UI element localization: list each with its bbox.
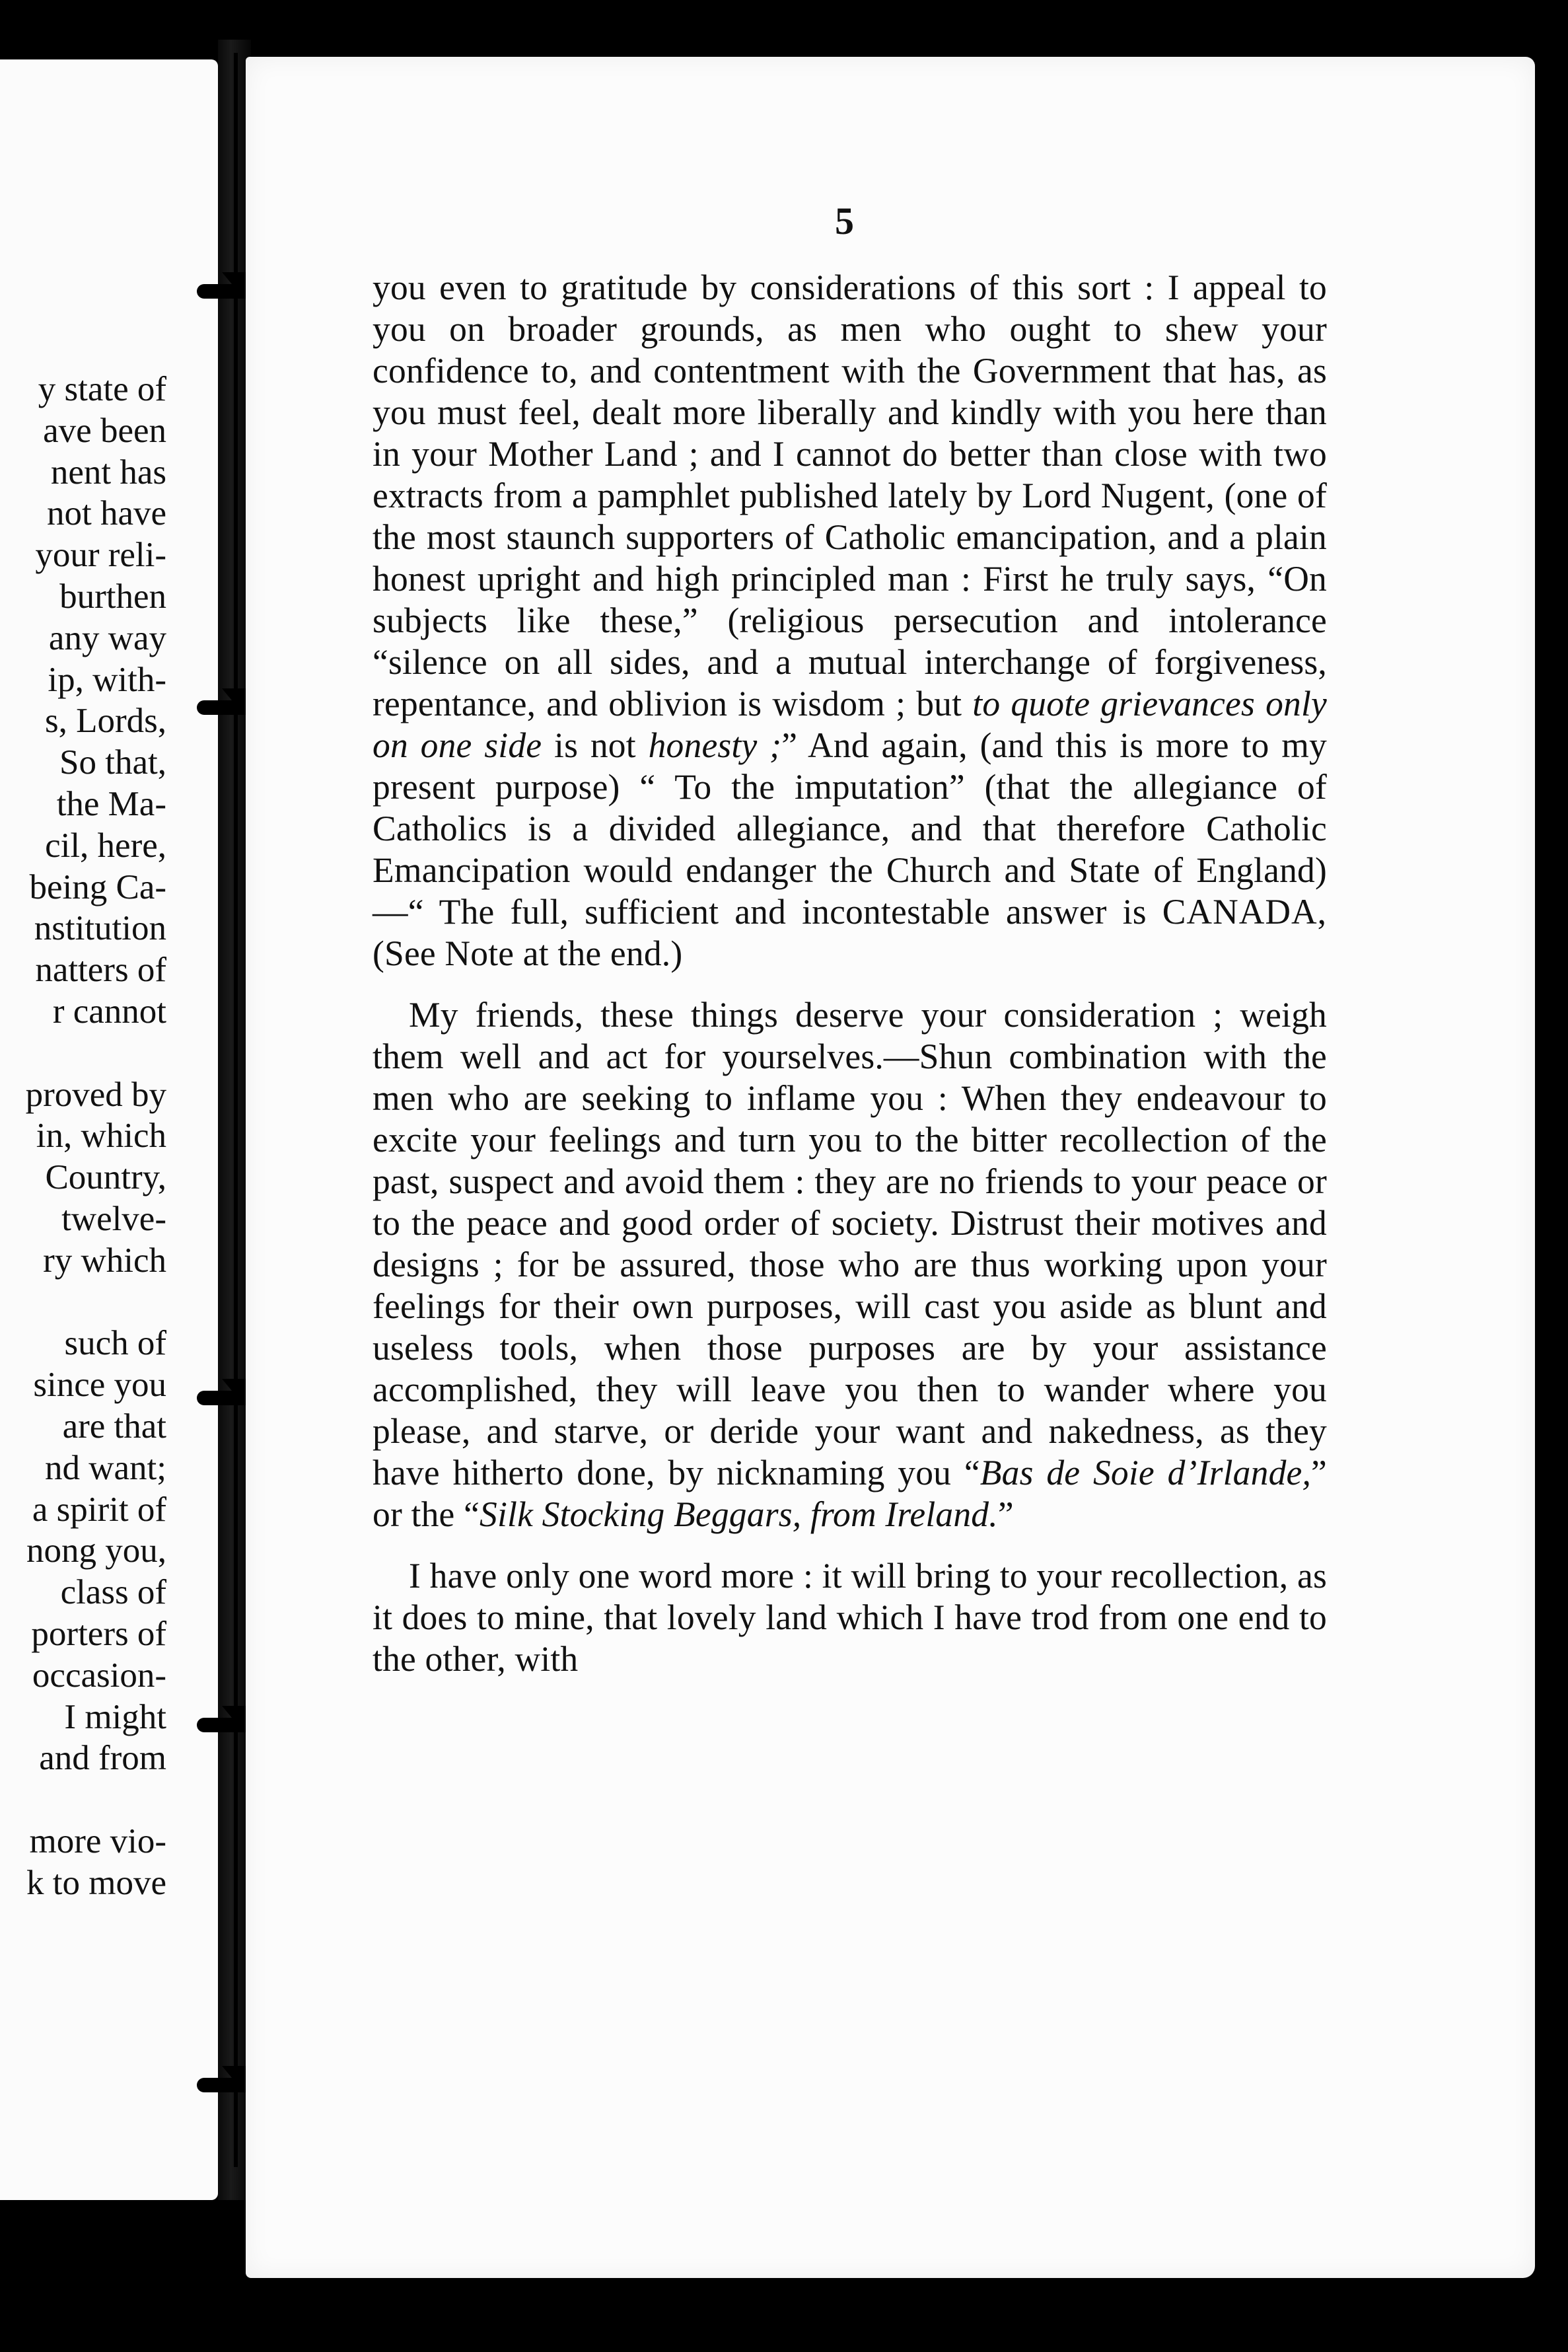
facing-page-line: ave been	[43, 411, 166, 450]
paragraph-text: (See Note at the end.)	[373, 934, 683, 973]
emphasis-caps: CANADA,	[1162, 892, 1327, 932]
facing-page-line: ry which	[43, 1241, 166, 1280]
facing-page-line: the Ma-	[56, 785, 166, 823]
facing-page-line: y state of	[38, 370, 166, 408]
facing-page-line: nent has	[50, 453, 166, 492]
facing-page-line: more vio-	[29, 1822, 166, 1860]
paragraph	[373, 994, 1327, 1535]
paragraph-text: I have only one word more : it will bring to your recollection, as it does to mine, that lovely land which I have trod from one end to the other, with	[373, 1556, 1327, 1679]
italic-text: Silk Stocking Beggars, from Ireland.	[480, 1494, 998, 1534]
facing-page-line: ip, with-	[48, 660, 166, 699]
facing-page-text	[0, 59, 218, 2200]
facing-page-line: such of	[64, 1324, 166, 1363]
facing-page-line: your reli-	[35, 536, 166, 575]
facing-page-line: So that,	[59, 743, 166, 782]
facing-page-line: burthen	[59, 577, 166, 616]
facing-page-line: nd want;	[45, 1448, 166, 1487]
paragraph-text: ”	[997, 1494, 1014, 1534]
facing-page-line: twelve-	[61, 1200, 166, 1238]
facing-page-line: I might	[64, 1697, 166, 1736]
facing-page-line: in, which	[36, 1117, 166, 1156]
facing-page-line: natters of	[35, 951, 166, 990]
italic-text: to quote grievances only on one side	[373, 684, 1327, 765]
facing-page-line: any way	[48, 618, 166, 657]
facing-page-line: and from	[39, 1739, 166, 1778]
paragraph	[373, 267, 1327, 974]
facing-page-line: nong you,	[26, 1531, 166, 1570]
book-page	[246, 57, 1535, 2278]
paragraph-text: ” or the “	[373, 1453, 1327, 1534]
binding-spine	[234, 53, 238, 2167]
facing-page-line: a spirit of	[32, 1490, 166, 1529]
page-number: 5	[835, 200, 854, 242]
facing-page-line: k to move	[26, 1863, 166, 1902]
facing-page-line: Country,	[45, 1158, 166, 1197]
facing-page-line: porters of	[31, 1615, 166, 1653]
facing-page-line: being Ca-	[29, 867, 166, 906]
facing-page-line: occasion-	[32, 1656, 166, 1695]
facing-page-line: are that	[62, 1407, 166, 1446]
facing-page-line: nstitution	[34, 909, 166, 948]
italic-text: Bas de Soie d’Irlande,	[980, 1453, 1312, 1492]
facing-page-fragment	[0, 59, 218, 2200]
facing-page-line: r cannot	[52, 992, 166, 1031]
facing-page-line: not have	[46, 494, 166, 533]
italic-text: honesty ;	[648, 725, 782, 765]
facing-page-line: s, Lords,	[44, 702, 166, 741]
facing-page-line: since you	[33, 1366, 166, 1405]
facing-page-line: proved by	[25, 1075, 166, 1114]
paragraph-text: is not	[542, 725, 649, 765]
facing-page-line: class of	[60, 1573, 166, 1612]
facing-page-line: cil, here,	[45, 826, 166, 865]
paragraph-text: you even to gratitude by considerations of this sort : I appeal to you on broader grounds, as men who ought to shew your confidence to, and contentment with the Government that has, as you must feel, dealt more liberally and kindly with you here than in your Mother Land ; and I cannot do better than close with two extracts from a pamphlet published lately by Lord Nugent, (one of the most staunch supporters of Catholic emancipation, and a plain honest upright and high principled man : First he truly says, “On subjects like these,” (religious persecution and intolerance “silence on all sides, and a mutual interchange of forgiveness, repentance, and oblivion is wisdom ; but	[373, 268, 1327, 723]
paragraph-text: My friends, these things deserve your consideration ; weigh them well and act for yourselves.—Shun combination with the men who are seeking to inflame you : When they endeavour to excite your feelings and turn you to the bitter recollection of the past, suspect and avoid them : they are no friends to your peace or to the peace and good order of society. Distrust their motives and designs ; for be assured, those who are thus working upon your feelings for their own purposes, will cast you aside as blunt and useless tools, when those purposes are by your assistance accomplished, they will leave you then to wander where you please, and starve, or deride your want and nakedness, as they have hitherto done, by nicknaming you “	[373, 995, 1327, 1492]
paragraph	[373, 1555, 1327, 1680]
paragraph-text: ” And again, (and this is more to my present purpose) “ To the imputation” (that the allegiance of Catholics is a divided allegiance, and that therefore Catholic Emancipation would endanger the Church and State of England) —“ The full, sufficient and incontestable answer is	[373, 725, 1327, 932]
page-body	[373, 267, 1327, 1680]
